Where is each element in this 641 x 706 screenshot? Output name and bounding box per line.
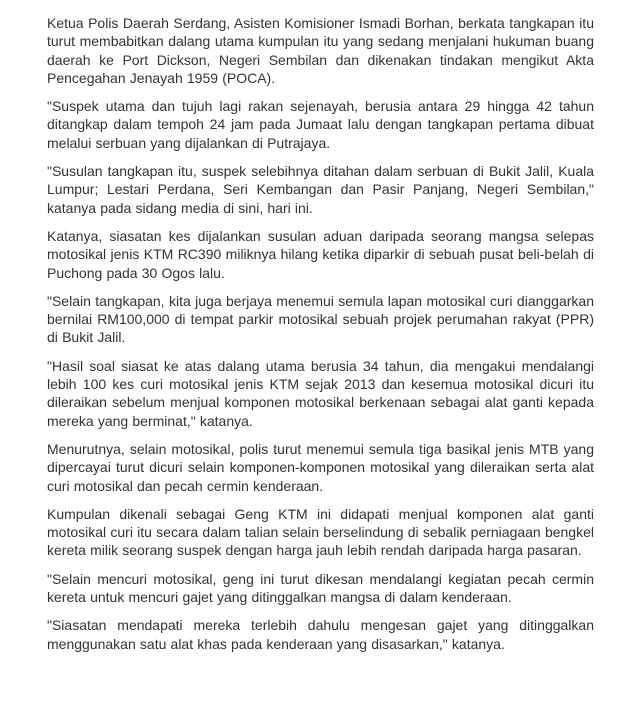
article-paragraph: "Suspek utama dan tujuh lagi rakan sejenayah, berusia antara 29 hingga 42 tahun ditangkap dalam tempoh 24 jam pada Jumaat lalu dengan tangkapan pertama dibuat melalui serbuan yang dijalankan di Putrajaya. [47,98,594,151]
article-paragraph: Menurutnya, selain motosikal, polis turut menemui semula tiga basikal jenis MTB yang dipercayai turut dicuri selain komponen-komponen motosikal yang dileraikan serta alat curi motosikal dan pecah cermin kenderaan. [47,440,594,494]
article-paragraph: "Selain tangkapan, kita juga berjaya menemui semula lapan motosikal curi dianggarkan bernilai RM100,000 di tempat parkir motosikal sebuah projek perumahan rakyat (PPR) di Bukit Jalil. [47,292,594,346]
article-paragraph: "Selain mencuri motosikal, geng ini turut dikesan mendalangi kegiatan pecah cermin kereta untuk mencuri gajet yang ditinggalkan mangsa di dalam kenderaan. [47,570,594,606]
article-paragraph: "Siasatan mendapati mereka terlebih dahulu mengesan gajet yang ditinggalkan menggunakan satu alat khas pada kenderaan yang disasarkan," katanya. [47,617,594,652]
article-paragraph: "Hasil soal siasat ke atas dalang utama berusia 34 tahun, dia mengakui mendalangi lebih 100 kes curi motosikal jenis KTM sejak 2013 dan kesemua motosikal dicuri itu dileraikan sebelum menjual komponen motosikal berkenaan sebagai alat ganti kepada mereka yang berminat," katanya. [47,357,594,429]
article-paragraph: "Susulan tangkapan itu, suspek selebihnya ditahan dalam serbuan di Bukit Jalil, Kuala Lumpur; Lestari Perdana, Seri Kembangan dan Pasir Panjang, Negeri Sembilan," katanya pada sidang media di sini, hari ini. [47,163,594,216]
article-paragraph: Ketua Polis Daerah Serdang, Asisten Komisioner Ismadi Borhan, berkata tangkapan itu turut membabitkan dalang utama kumpulan itu yang sedang menjalani hukuman buang daerah ke Port Dickson, Negeri Sembilan dan dikenakan tindakan mengikut Akta Pencegahan Jenayah 1959 (POCA). [47,15,594,86]
article-paragraph: Katanya, siasatan kes dijalankan susulan aduan daripada seorang mangsa selepas motosikal jenis KTM RC390 miliknya hilang ketika diparkir di sebuah pusat beli-belah di Puchong pada 30 Ogos lalu. [47,227,594,281]
article-paragraph: Kumpulan dikenali sebagai Geng KTM ini didapati menjual komponen alat ganti motosikal curi itu secara dalam talian selain berselindung di sebalik perniagaan bengkel kereta milik seorang suspek dengan harga jauh lebih rendah daripada harga pasaran. [47,505,594,559]
article-text [47,14,594,653]
